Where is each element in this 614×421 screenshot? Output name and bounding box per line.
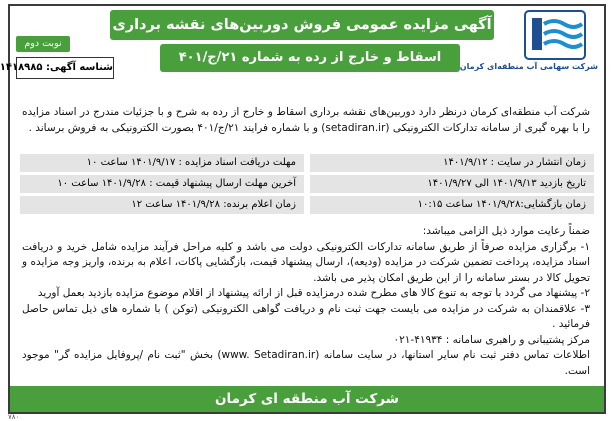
condition-item-3: ۳- علاقمندان به شرکت در مزایده می بایست جهت ثبت نام و دریافت گواهی الکترونیکی (توکن ) با شماره های ذیل تماس حاصل فرمائید . (22, 302, 590, 330)
publish-date-cell: زمان انتشار در سایت : ۱۴۰۱/۹/۱۲ (310, 154, 594, 172)
bid-deadline-cell: آخرین مهلت ارسال پیشنهاد قیمت : ۱۴۰۱/۹/۲۸ ساعت ۱۰ (20, 175, 304, 193)
contact-info-line: اطلاعات تماس دفتر ثبت نام سایر استانها، در سایت سامانه (www. Setadiran.ir) بخش "ثبت نام /پروفایل مزایده گر" موجود است. (22, 349, 590, 377)
schedule-row (20, 196, 594, 214)
conditions-intro: ضمناً رعایت موارد ذیل الزامی میباشد: (422, 225, 590, 237)
intro-paragraph: شرکت آب منطقه‌ای کرمان درنظر دارد دوربین‌های نقشه برداری اسقاط و خارج از رده به شرح و با جزئیات مندرج در اسناد مزایده را با بهره گیری از سامانه تدارکات الکترونیکی (setadiran.ir) و با شماره فرایند ۲۱/ج/۴۰۱ بصورت الکترونیکی به فروش برساند . (22, 106, 590, 134)
page-code: ۷۸۰ (8, 413, 20, 421)
company-logo (459, 10, 598, 84)
auction-advertisement (0, 4, 606, 414)
winner-announcement-cell: زمان اعلام برنده: ۱۴۰۱/۹/۲۸ ساعت ۱۲ (20, 196, 304, 214)
ad-header (0, 6, 604, 92)
document-deadline-cell: مهلت دریافت اسناد مزایده : ۱۴۰۱/۹/۱۷ ساعت ۱۰ (20, 154, 304, 172)
ad-footer: شرکت آب منطقه ای کرمان (10, 386, 604, 412)
conditions-section (22, 224, 590, 379)
schedule-row (20, 175, 594, 193)
opening-date-cell: زمان بازگشایی:۱۴۰۱/۹/۲۸ ساعت ۱۰:۱۵ (310, 196, 594, 214)
ad-title: آگهی مزایده عمومی فروش دوربین‌های نقشه برداری (110, 10, 494, 40)
water-logo-icon (524, 10, 586, 60)
support-center-line: مرکز پشتیبانی و راهبری سامانه : ۴۱۹۳۴-۰۲۱ (393, 333, 590, 346)
ad-subtitle: اسقاط و خارج از رده به شماره ۲۱/ج/۴۰۱ (160, 44, 460, 72)
ad-id-box: شناسه آگهی: ۱۴۱۸۹۸۵ (16, 57, 114, 79)
visit-date-cell: تاریخ بازدید ۱۴۰۱/۹/۱۳ الی ۱۴۰۱/۹/۲۷ (310, 175, 594, 193)
logo-caption: شرکت سهامی آب منطقه‌ای کرمان (459, 62, 598, 71)
condition-item-1: ۱- برگزاری مزایده صرفاً از طریق سامانه تدارکات الکترونیکی دولت می باشد و کلیه مراحل فرآیند مزایده شامل خرید و دریافت اسناد مزایده، پرداخت تضمین شرکت در مزایده (ودیعه)، ارسال پیشنهاد قیمت، بازگشایی پاکات، اعلام به برنده، واریز وجه مزایده و تحویل کالا در بستر سامانه را از این طریق امکان پذیر می باشد. (22, 240, 590, 284)
schedule-row (20, 154, 594, 172)
schedule-table (20, 154, 594, 217)
issue-badge: نوبت دوم (16, 36, 70, 52)
condition-item-2: ۲- پیشنهاد می گردد با توجه به تنوع کالا های مطرح شده درمزایده قبل از ارائه پیشنهاد از اقلام موضوع مزایده بازدید بعمل آورید (37, 287, 590, 299)
